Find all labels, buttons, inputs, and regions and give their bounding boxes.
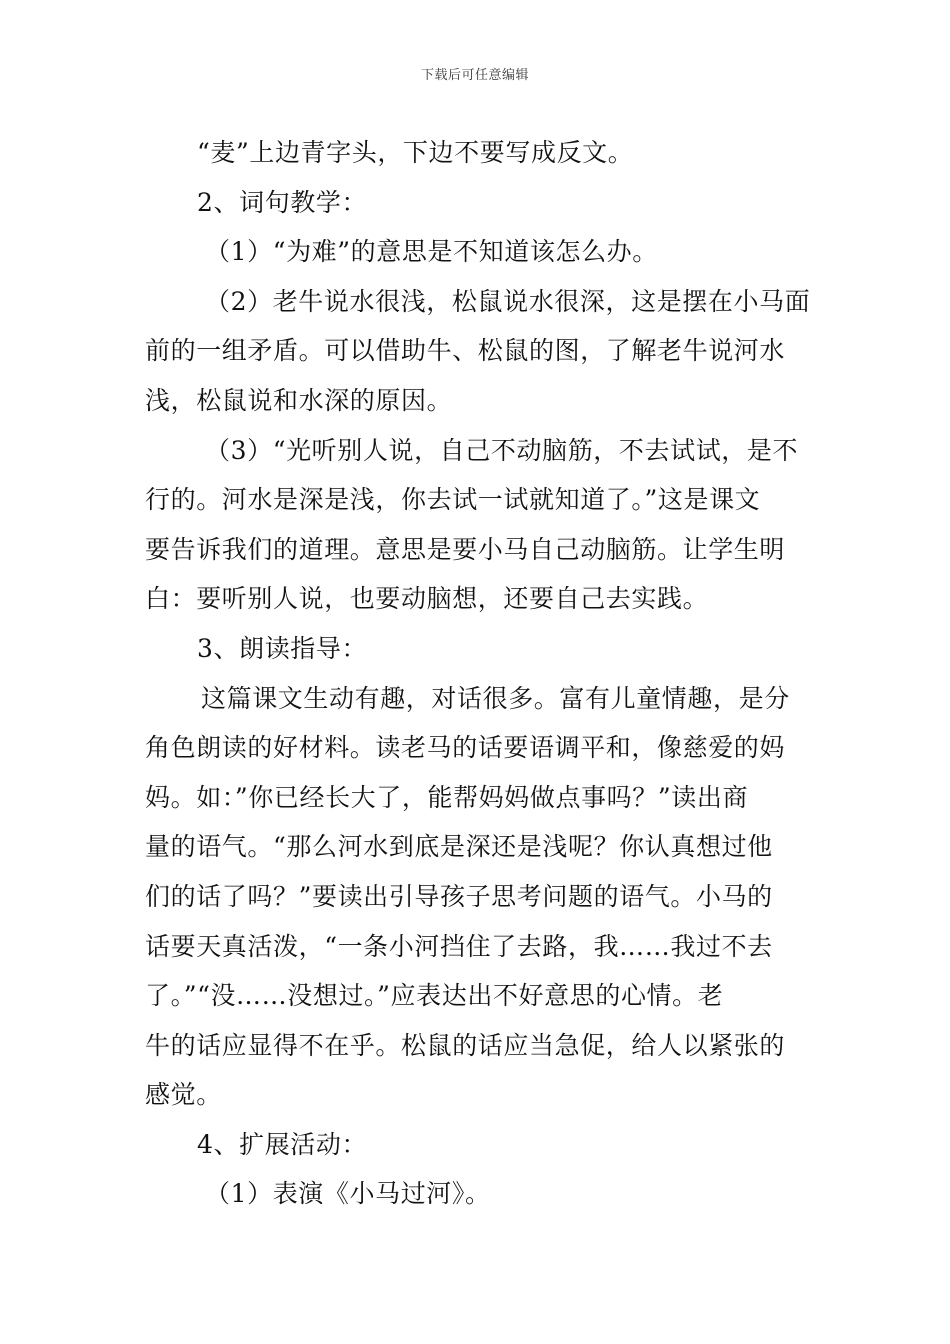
paragraph-line: 牛的话应显得不在乎。松鼠的话应当急促，给人以紧张的 [145,1030,786,1060]
paragraph-line: 角色朗读的好材料。读老马的话要语调平和，像慈爱的妈 [145,733,786,763]
page-header: 下载后可任意编辑 [420,68,529,83]
paragraph-line: 了。”“没……没想过。”应表达出不好意思的心情。老 [145,981,724,1011]
paragraph-line: 量的语气。“那么河水到底是深还是浅呢？你认真想过他 [145,832,773,862]
paragraph-line: （1）表演《小马过河》。 [205,1179,491,1209]
paragraph-line: “麦”上边青字头，下边不要写成反文。 [197,138,634,167]
section-heading: 4、扩展活动： [197,1129,368,1159]
paragraph-line: 感觉。 [145,1080,222,1110]
paragraph-line: 们的话了吗？”要读出引导孩子思考问题的语气。小马的 [145,881,773,911]
paragraph-line: 这篇课文生动有趣，对话很多。富有儿童情趣，是分 [201,683,790,713]
paragraph-line: 行的。河水是深是浅，你去试一试就知道了。”这是课文 [145,485,761,515]
section-heading: 2、词句教学： [197,187,368,217]
paragraph-line: 话要天真活泼，“一条小河挡住了去路，我……我过不去 [145,931,773,961]
paragraph-line: 妈。如：”你已经长大了，能帮妈妈做点事吗？”读出商 [145,782,749,812]
document-body [145,128,810,1219]
paragraph-line: 前的一组矛盾。可以借助牛、松鼠的图，了解老牛说河水 [145,336,786,366]
paragraph-line: 浅，松鼠说和水深的原因。 [145,385,453,415]
paragraph-line: （3）“光听别人说，自己不动脑筋，不去试试，是不 [205,435,799,465]
paragraph-line: （1）“为难”的意思是不知道该怎么办。 [205,237,658,267]
section-heading: 3、朗读指导： [197,633,368,663]
paragraph-line: 白：要听别人说，也要动脑想，还要自己去实践。 [145,584,709,614]
paragraph-line: 要告诉我们的道理。意思是要小马自己动脑筋。让学生明 [145,534,786,564]
paragraph-line: （2）老牛说水很浅，松鼠说水很深，这是摆在小马面 [205,286,811,316]
